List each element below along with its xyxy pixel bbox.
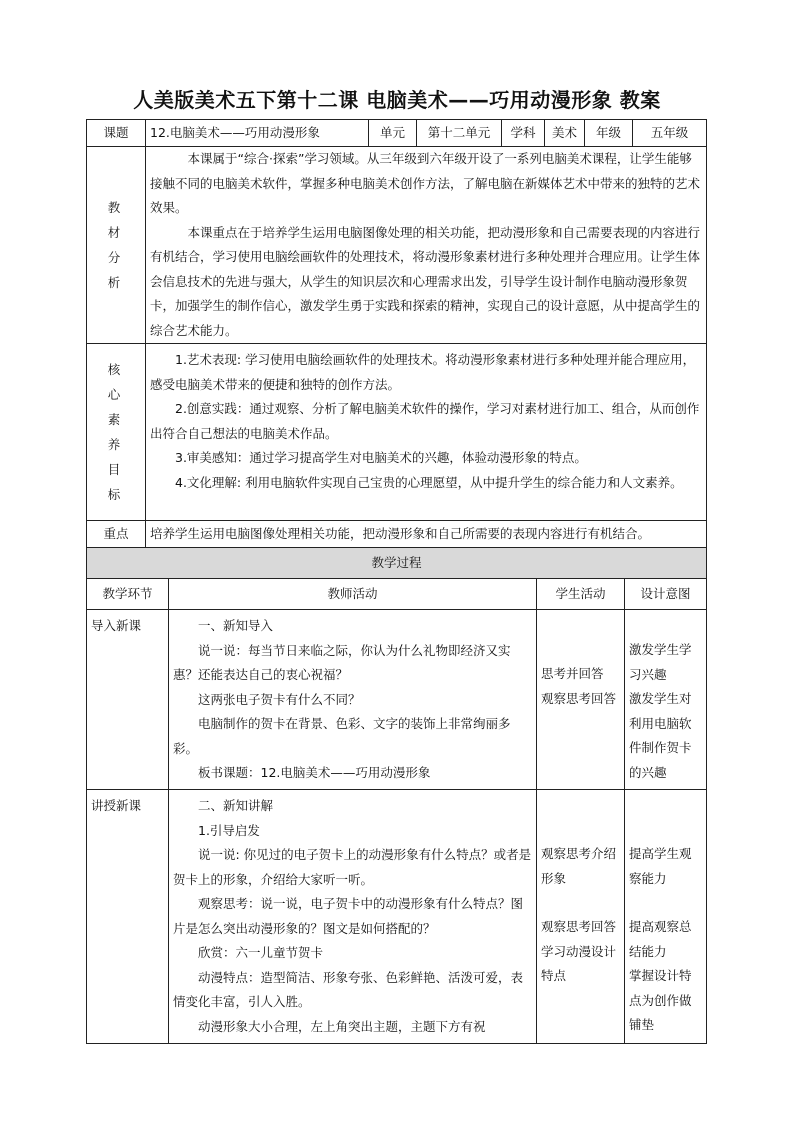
column-header: 学生活动	[537, 579, 625, 610]
topic-value: 12.电脑美术——巧用动漫形象	[146, 120, 369, 147]
teacher-activity-cell	[169, 610, 537, 790]
grade-value: 五年级	[633, 120, 707, 147]
lesson-info-table	[86, 119, 707, 575]
teacher-line: 动漫特点：造型简洁、形象夸张、色彩鲜艳、活泼可爱，表情变化丰富，引人入胜。	[173, 969, 524, 1009]
teacher-line: 这两张电子贺卡有什么不同？	[198, 691, 361, 707]
stage-cell: 导入新课	[87, 610, 169, 790]
intent-line: 掌握设计特点为创作做铺垫	[629, 968, 692, 1032]
unit-label: 单元	[369, 120, 417, 147]
key-point-row	[87, 521, 707, 548]
page-title: 人美版美术五下第十二课 电脑美术——巧用动漫形象 教案	[133, 88, 661, 112]
teacher-line: 电脑制作的贺卡在背景、色彩、文字的装饰上非常绚丽多彩。	[173, 716, 511, 756]
column-header: 设计意图	[625, 579, 707, 610]
teacher-line: 说一说: 你见过的电子贺卡上的动漫形象有什么特点？或者是贺卡上的形象，介绍给大家听一听。	[173, 847, 532, 887]
student-line: 观察思考介绍形象	[541, 846, 617, 886]
core-literacy-item: 1.艺术表现: 学习使用电脑绘画软件的处理技术。将动漫形象素材进行多种处理并能合理应用，感受电脑美术带来的便捷和独特的创作方法。	[150, 352, 696, 392]
student-activity-cell	[537, 790, 625, 1044]
teacher-activity-cell	[169, 790, 537, 1044]
teacher-line: 动漫形象大小合理，左上角突出主题，主题下方有祝	[198, 1018, 486, 1034]
teacher-line: 欣赏：六一儿童节贺卡	[198, 945, 324, 960]
student-activity-cell	[537, 610, 625, 790]
key-point-label: 重点	[87, 521, 146, 548]
process-row-teaching	[87, 790, 707, 1044]
design-intent-cell	[625, 610, 707, 790]
core-literacy-content	[146, 344, 707, 521]
header-row	[87, 120, 707, 147]
intent-line: 提高观察总结能力	[629, 919, 692, 959]
teacher-line: 1.引导启发	[198, 822, 260, 838]
column-header: 教师活动	[169, 579, 537, 610]
core-literacy-item: 3.审美感知：通过学习提高学生对电脑美术的兴趣，体验动漫形象的特点。	[175, 450, 587, 465]
student-line: 学习动漫设计特点	[541, 943, 617, 983]
student-line: 观察思考回答	[541, 690, 617, 706]
teacher-line: 观察思考：说一说，电子贺卡中的动漫形象有什么特点？图片是怎么突出动漫形象的？图文是如何搭配的？	[173, 896, 524, 936]
core-literacy-item: 4.文化理解: 利用电脑软件实现自己宝贵的心理愿望，从中提升学生的综合能力和人文素养。	[175, 474, 683, 490]
topic-label: 课题	[87, 120, 146, 147]
process-title: 教学过程	[87, 548, 707, 579]
key-point-value: 培养学生运用电脑图像处理相关功能，把动漫形象和自己所需要的表现内容进行有机结合。	[146, 521, 707, 548]
core-literacy-item: 2.创意实践：通过观察、分析了解电脑美术软件的操作，学习对素材进行加工、组合，从而创作出符合自己想法的电脑美术作品。	[150, 401, 700, 441]
subject-value: 美术	[545, 120, 585, 147]
teacher-line: 板书课题：12.电脑美术——巧用动漫形象	[198, 765, 431, 780]
material-paragraph: 本课属于“综合·探索”学习领域。从三年级到六年级开设了一系列电脑美术课程，让学生能够接触不同的电脑美术软件，掌握多种电脑美术创作方法，了解电脑在新媒体艺术中带来的独特的艺术效果。	[150, 151, 701, 215]
subject-label: 学科	[502, 120, 545, 147]
teaching-process-table	[86, 547, 707, 1044]
intent-line: 激发学生学习兴趣	[629, 642, 692, 682]
material-analysis-content	[146, 147, 707, 344]
core-literacy-row	[87, 344, 707, 521]
column-header: 教学环节	[87, 579, 169, 610]
process-header-row	[87, 579, 707, 610]
process-row-intro	[87, 610, 707, 790]
material-analysis-label: 教 材 分 析	[87, 147, 146, 344]
student-line: 思考并回答	[541, 666, 604, 681]
teacher-line: 一、新知导入	[198, 618, 274, 633]
intent-line: 提高学生观察能力	[629, 846, 692, 886]
intent-line: 激发学生对利用电脑软件制作贺卡的兴趣	[629, 691, 692, 780]
grade-label: 年级	[585, 120, 633, 147]
unit-value: 第十二单元	[417, 120, 502, 147]
material-paragraph: 本课重点在于培养学生运用电脑图像处理的相关功能，把动漫形象和自己需要表现的内容进行有机结合，学习使用电脑绘画软件的处理技术，将动漫形象素材进行多种处理并合理应用。让学生体会信息技术的先进与强大，从学生的知识层次和心理需求出发，引导学生设计制作电脑动漫形象贺卡，加强学生的制作信心，激发学生勇于实践和探索的精神，实现自己的设计意愿，从中提高学生的综合艺术能力。	[150, 224, 701, 338]
teacher-line: 二、新知讲解	[198, 798, 274, 813]
stage-cell: 讲授新课	[87, 790, 169, 1044]
design-intent-cell	[625, 790, 707, 1044]
teacher-line: 说一说：每当节日来临之际，你认为什么礼物即经济又实惠？还能表达自己的衷心祝福？	[173, 642, 511, 682]
material-analysis-row	[87, 147, 707, 344]
process-title-row	[87, 548, 707, 579]
core-literacy-label: 核 心 素 养 目 标	[87, 344, 146, 521]
student-line: 观察思考回答	[541, 919, 617, 934]
